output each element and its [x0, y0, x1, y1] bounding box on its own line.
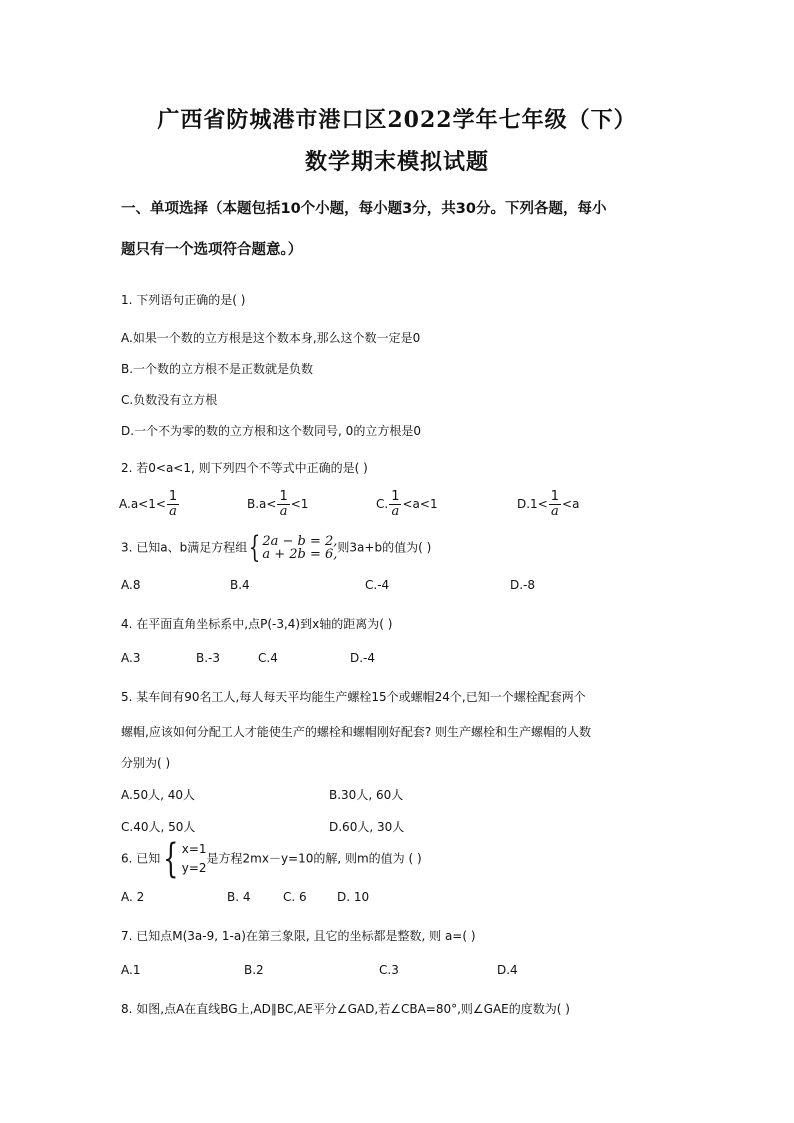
question-6-prefix: 6. 已知: [121, 851, 161, 866]
question-4-option-b: B.-3: [196, 651, 221, 665]
question-2-stem: 2. 若0<a<1, 则下列四个不等式中正确的是( ): [121, 461, 368, 475]
option-b-prefix: B.a<: [247, 497, 277, 511]
question-6-stem: [121, 836, 422, 882]
question-2-option-a: [119, 490, 180, 519]
question-7-option-a: A.1: [121, 963, 141, 977]
option-b-suffix: <1: [290, 497, 309, 511]
document-title-line1: 广西省防城港市港口区2022学年七年级（下）: [157, 107, 637, 133]
document-title-line2: 数学期末模拟试题: [304, 149, 489, 175]
question-3-suffix: 则3a+b的值为( ): [337, 540, 432, 555]
question-2-option-d: [517, 490, 579, 519]
question-4-option-c: C.4: [258, 651, 278, 665]
option-a-prefix: A.a<1<: [119, 497, 166, 511]
option-d-prefix: D.1<: [517, 497, 548, 511]
question-1-option-d: D.一个不为零的数的立方根和这个数同号, 0的立方根是0: [121, 424, 421, 438]
question-3-option-a: A.8: [121, 578, 141, 592]
question-3-option-c: C.-4: [365, 578, 390, 592]
question-6-option-c: C. 6: [283, 890, 307, 904]
section-heading-line2: 题只有一个选项符合题意。）: [121, 242, 303, 258]
fraction-one-over-a: $\frac{1}{a}$: [391, 489, 400, 519]
question-4-stem: 4. 在平面直角坐标系中,点P(-3,4)到x轴的距离为( ): [121, 617, 393, 631]
question-7-stem: 7. 已知点M(3a-9, 1-a)在第三象限, 且它的坐标都是整数, 则 a=( ): [121, 929, 476, 943]
question-3-option-d: D.-8: [510, 578, 536, 592]
option-d-suffix: <a: [562, 497, 580, 511]
question-6-suffix: 是方程2mx－y=10的解, 则m的值为 ( ): [206, 851, 422, 866]
question-6-option-b: B. 4: [227, 890, 251, 904]
question-5-stem-line1: 5. 某车间有90名工人,每人每天平均能生产螺栓15个或螺帽24个,已知一个螺栓配套两个: [121, 690, 586, 704]
question-5-stem-line3: 分别为( ): [121, 756, 171, 770]
question-3-prefix: 3. 已知a、b满足方程组: [121, 540, 248, 555]
question-1-option-c: C.负数没有立方根: [121, 393, 218, 407]
section-heading-line1: 一、单项选择（本题包括10个小题，每小题3分，共30分。下列各题，每小: [121, 201, 607, 217]
equation-system: 2a − b = 2, a + 2b = 6,: [262, 534, 338, 562]
question-5-option-a: A.50人, 40人: [121, 788, 195, 802]
question-6-option-d: D. 10: [337, 890, 370, 904]
question-2-option-b: [247, 490, 308, 519]
question-5-option-c: C.40人, 50人: [121, 820, 196, 834]
question-3-option-b: B.4: [230, 578, 250, 592]
left-brace-icon: {: [249, 530, 261, 565]
equation-system: x=1 y=2: [181, 842, 207, 875]
question-5-option-b: B.30人, 60人: [329, 788, 404, 802]
question-3-stem: [121, 530, 432, 565]
fraction-one-over-a: $\frac{1}{a}$: [279, 489, 288, 519]
question-2-option-c: [376, 490, 438, 519]
option-c-prefix: C.: [376, 497, 389, 511]
question-5-option-d: D.60人, 30人: [329, 820, 405, 834]
question-1-option-b: B.一个数的立方根不是正数就是负数: [121, 362, 314, 376]
fraction-one-over-a: $\frac{1}{a}$: [550, 489, 560, 519]
question-7-option-d: D.4: [497, 963, 518, 977]
question-4-option-d: D.-4: [350, 651, 376, 665]
fraction-one-over-a: $\frac{1}{a}$: [168, 489, 178, 519]
question-4-option-a: A.3: [121, 651, 141, 665]
question-1-option-a: A.如果一个数的立方根是这个数本身,那么这个数一定是0: [121, 331, 421, 345]
question-5-stem-line2: 螺帽,应该如何分配工人才能使生产的螺栓和螺帽刚好配套? 则生产螺栓和生产螺帽的人数: [121, 725, 592, 739]
question-7-option-b: B.2: [244, 963, 264, 977]
question-8-stem: 8. 如图,点A在直线BG上,AD∥BC,AE平分∠GAD,若∠CBA=80°,则∠GAE的度数为( ): [121, 1002, 570, 1016]
option-c-suffix: <a<1: [402, 497, 438, 511]
question-6-option-a: A. 2: [121, 890, 145, 904]
question-1-stem: 1. 下列语句正确的是( ): [121, 293, 246, 307]
left-brace-icon: {: [163, 836, 179, 882]
question-7-option-c: C.3: [379, 963, 399, 977]
